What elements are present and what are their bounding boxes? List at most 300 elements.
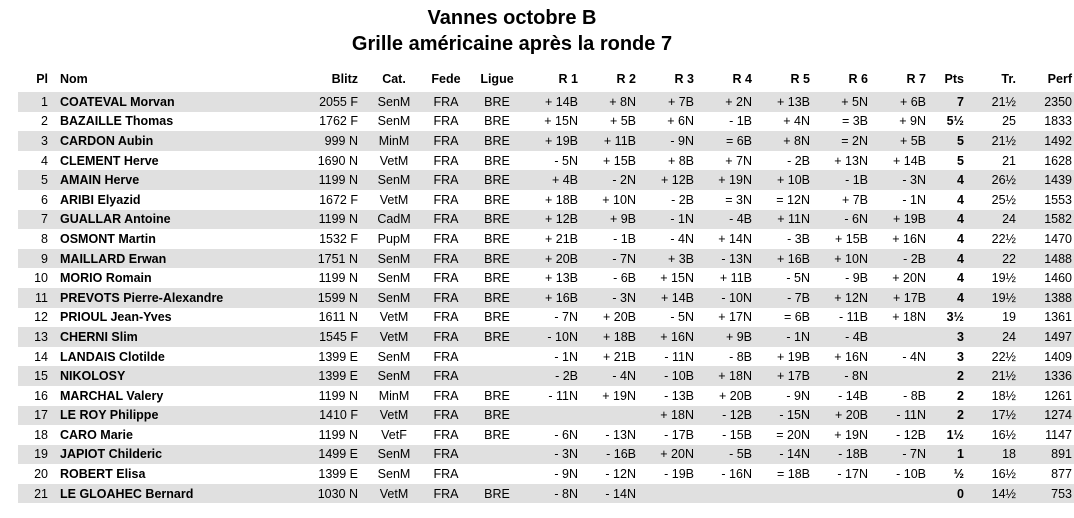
- cell-cat: SenM: [377, 369, 411, 384]
- cell-r1: - 9N: [554, 467, 578, 482]
- cell-r6: = 3B: [841, 114, 868, 129]
- cell-nom: OSMONT Martin: [60, 231, 156, 246]
- cell-fede: FRA: [433, 231, 459, 246]
- cell-ligue: [470, 445, 524, 465]
- cell-fede: FRA: [433, 447, 459, 462]
- cell-perf: 1470: [1044, 231, 1072, 246]
- cell-pl: 5: [41, 173, 48, 188]
- cell-cat: SenM: [377, 290, 411, 305]
- cell-r6: + 20B: [834, 408, 868, 423]
- cell-r5: - 15N: [779, 408, 810, 423]
- cell-r6: - 18B: [838, 447, 868, 462]
- cell-r4: - 5B: [729, 447, 752, 462]
- cell-r2: - 14N: [605, 486, 636, 501]
- cell-cat: SenM: [377, 467, 411, 482]
- cell-nom: LE GLOAHEC Bernard: [60, 486, 194, 501]
- cell-tr: 14½: [991, 486, 1016, 501]
- cell-r1: - 2B: [555, 369, 578, 384]
- cell-perf: 1409: [1044, 349, 1072, 364]
- cell-r7: - 12B: [896, 427, 926, 442]
- cell-blitz: 1199 N: [318, 271, 358, 286]
- table-row: [18, 366, 1074, 386]
- cell-ligue: [470, 366, 524, 386]
- cell-pl: 4: [41, 153, 48, 168]
- cell-pl: 16: [34, 388, 48, 403]
- cell-blitz: 999 N: [324, 133, 358, 148]
- cell-tr: 16½: [991, 427, 1016, 442]
- cell-pts: 4: [957, 231, 964, 246]
- cell-r2: - 16B: [606, 447, 636, 462]
- cell-blitz: 1410 F: [319, 408, 358, 423]
- cell-pl: 14: [34, 349, 48, 364]
- cell-r1: - 1N: [554, 349, 578, 364]
- cell-ligue: BRE: [484, 271, 510, 286]
- cell-perf: 1439: [1044, 173, 1072, 188]
- cell-fede: FRA: [433, 388, 459, 403]
- cell-r6: = 2N: [841, 133, 868, 148]
- cell-fede: FRA: [433, 192, 459, 207]
- cell-cat: MinM: [378, 133, 410, 148]
- results-table-head: [18, 60, 1074, 92]
- column-header-perf: Perf: [1047, 72, 1072, 86]
- cell-ligue: BRE: [484, 133, 510, 148]
- cell-r1: + 4B: [551, 173, 578, 188]
- cell-tr: 25½: [991, 192, 1016, 207]
- cell-tr: 25: [1002, 114, 1016, 129]
- cell-fede: FRA: [433, 114, 459, 129]
- cell-r2: - 2N: [612, 173, 636, 188]
- cell-nom: BAZAILLE Thomas: [60, 114, 174, 129]
- cell-fede: FRA: [433, 467, 459, 482]
- table-row: [18, 484, 1074, 504]
- cell-blitz: 2055 F: [319, 94, 358, 109]
- table-row: [18, 190, 1074, 210]
- cell-r3: + 7B: [667, 94, 694, 109]
- cell-r2: + 10N: [602, 192, 636, 207]
- cell-r4: + 11B: [719, 271, 752, 286]
- cell-r6: + 5N: [841, 94, 868, 109]
- cell-r3: [640, 484, 698, 504]
- cell-pl: 21: [34, 486, 48, 501]
- cell-pts: 1½: [946, 427, 964, 442]
- cell-perf: 891: [1051, 447, 1072, 462]
- cell-r3: + 8B: [667, 153, 694, 168]
- cell-cat: VetM: [379, 310, 409, 325]
- cell-r1: - 7N: [554, 310, 578, 325]
- cell-r6: - 14B: [838, 388, 868, 403]
- cell-pts: 0: [957, 486, 964, 501]
- cell-r2: + 19N: [602, 388, 636, 403]
- cell-perf: 1492: [1044, 133, 1072, 148]
- cell-r7: [872, 484, 930, 504]
- cell-pl: 13: [34, 329, 48, 344]
- cell-r5: - 7B: [787, 290, 810, 305]
- cell-r4: + 7N: [725, 153, 752, 168]
- results-table: [18, 60, 1074, 503]
- cell-nom: ROBERT Elisa: [60, 467, 146, 482]
- cell-cat: VetM: [379, 192, 409, 207]
- cell-r3: + 20N: [660, 447, 694, 462]
- cell-tr: 18: [1002, 447, 1016, 462]
- cell-r6: - 6N: [844, 212, 868, 227]
- table-row: [18, 229, 1074, 249]
- cell-nom: NIKOLOSY: [60, 369, 126, 384]
- cell-r2: - 7N: [612, 251, 636, 266]
- column-header-r4: R 4: [732, 72, 752, 86]
- cell-r3: + 6N: [667, 114, 694, 129]
- cell-ligue: [470, 464, 524, 484]
- cell-perf: 1261: [1044, 388, 1072, 403]
- cell-r7: - 7N: [902, 447, 926, 462]
- cell-r4: [698, 484, 756, 504]
- cell-cat: VetM: [379, 329, 409, 344]
- cell-r7: + 5B: [899, 133, 926, 148]
- cell-r3: - 9N: [670, 133, 694, 148]
- column-header-r3: R 3: [674, 72, 694, 86]
- cell-r4: + 2N: [725, 94, 752, 109]
- cell-blitz: 1199 N: [318, 173, 358, 188]
- cell-r3: - 2B: [671, 192, 694, 207]
- cell-cat: SenM: [377, 251, 411, 266]
- cell-r5: - 3B: [787, 231, 810, 246]
- cell-pl: 1: [41, 94, 48, 109]
- cell-pl: 19: [34, 447, 48, 462]
- cell-r4: - 1B: [729, 114, 752, 129]
- cell-r2: + 5B: [609, 114, 636, 129]
- cell-r1: + 18B: [544, 192, 578, 207]
- cell-r2: + 20B: [602, 310, 636, 325]
- cell-r3: - 13B: [664, 388, 694, 403]
- cell-r5: + 17B: [776, 369, 810, 384]
- cell-r4: + 17N: [718, 310, 752, 325]
- cell-r5: = 6B: [783, 310, 810, 325]
- cell-perf: 877: [1051, 467, 1072, 482]
- cell-tr: 21: [1002, 153, 1016, 168]
- cell-fede: FRA: [433, 133, 459, 148]
- cell-cat: SenM: [377, 271, 411, 286]
- cell-ligue: BRE: [484, 173, 510, 188]
- cell-perf: 1628: [1044, 153, 1072, 168]
- cell-r3: + 18N: [660, 408, 694, 423]
- cell-tr: 19½: [991, 271, 1016, 286]
- cell-pts: 3: [957, 349, 964, 364]
- cell-pts: ½: [953, 467, 964, 482]
- cell-perf: 1460: [1044, 271, 1072, 286]
- cell-r4: + 19N: [718, 173, 752, 188]
- cell-cat: VetM: [379, 408, 409, 423]
- cell-perf: 2350: [1044, 94, 1072, 109]
- cell-r4: + 9B: [725, 329, 752, 344]
- cell-pl: 10: [34, 271, 48, 286]
- cell-r1: - 6N: [554, 427, 578, 442]
- cell-r3: - 4N: [670, 231, 694, 246]
- cell-r5: + 19B: [776, 349, 810, 364]
- cell-r6: - 17N: [837, 467, 868, 482]
- cell-blitz: 1611 N: [318, 310, 358, 325]
- cell-ligue: BRE: [484, 329, 510, 344]
- table-row: [18, 406, 1074, 426]
- cell-r7: + 6B: [899, 94, 926, 109]
- cell-r4: - 4B: [729, 212, 752, 227]
- cell-r1: + 20B: [544, 251, 578, 266]
- cell-pts: 4: [957, 271, 964, 286]
- table-row: [18, 268, 1074, 288]
- cell-r1: - 11N: [548, 388, 578, 403]
- cell-r5: + 11N: [777, 212, 810, 227]
- cell-fede: FRA: [433, 153, 459, 168]
- cell-ligue: BRE: [484, 408, 510, 423]
- column-header-r5: R 5: [790, 72, 810, 86]
- cell-r5: - 2B: [787, 153, 810, 168]
- cell-r5: = 12N: [776, 192, 810, 207]
- column-header-ligue: Ligue: [480, 72, 514, 86]
- cell-cat: MinM: [378, 388, 410, 403]
- column-header-nom: Nom: [60, 72, 88, 86]
- cell-cat: VetF: [381, 427, 407, 442]
- cell-perf: 753: [1051, 486, 1072, 501]
- cell-blitz: 1532 F: [319, 231, 358, 246]
- table-row: [18, 288, 1074, 308]
- cell-perf: 1361: [1044, 310, 1072, 325]
- cell-pl: 9: [41, 251, 48, 266]
- cell-pts: 4: [957, 192, 964, 207]
- cell-r3: - 11N: [664, 349, 694, 364]
- cell-cat: SenM: [377, 173, 411, 188]
- cell-blitz: 1499 E: [318, 447, 358, 462]
- cell-r4: = 3N: [725, 192, 752, 207]
- cell-r1: + 16B: [544, 290, 578, 305]
- column-header-blitz: Blitz: [331, 72, 358, 86]
- cell-r7: - 1N: [902, 192, 926, 207]
- cell-blitz: 1762 F: [319, 114, 358, 129]
- cell-r4: - 8B: [729, 349, 752, 364]
- cell-nom: CLEMENT Herve: [60, 153, 159, 168]
- cell-pl: 11: [35, 290, 48, 305]
- cell-r5: = 20N: [776, 427, 810, 442]
- cell-fede: FRA: [433, 486, 459, 501]
- cell-r2: + 11B: [603, 133, 636, 148]
- table-row: [18, 347, 1074, 367]
- cell-r5: - 14N: [779, 447, 810, 462]
- cell-r1: - 10N: [547, 329, 578, 344]
- cell-r3: + 15N: [660, 271, 694, 286]
- cell-r7: - 10B: [896, 467, 926, 482]
- cell-blitz: 1672 F: [319, 192, 358, 207]
- cell-blitz: 1545 F: [319, 329, 358, 344]
- cell-r3: + 12B: [660, 173, 694, 188]
- table-row: [18, 327, 1074, 347]
- cell-r7: [872, 327, 930, 347]
- cell-nom: GUALLAR Antoine: [60, 212, 171, 227]
- cell-pts: 5: [957, 133, 964, 148]
- cell-r4: - 15B: [722, 427, 752, 442]
- cell-r5: = 18B: [776, 467, 810, 482]
- cell-r2: + 9B: [609, 212, 636, 227]
- cell-r4: + 14N: [718, 231, 752, 246]
- cell-r1: + 19B: [544, 133, 578, 148]
- cell-cat: VetM: [379, 153, 409, 168]
- cell-r2: + 8N: [609, 94, 636, 109]
- cell-r4: - 12B: [722, 408, 752, 423]
- table-row: [18, 386, 1074, 406]
- cell-r3: - 10B: [664, 369, 694, 384]
- cell-r5: + 10B: [776, 173, 810, 188]
- cell-tr: 16½: [991, 467, 1016, 482]
- column-header-r6: R 6: [848, 72, 868, 86]
- cell-r3: + 14B: [660, 290, 694, 305]
- cell-blitz: 1199 N: [318, 427, 358, 442]
- cell-tr: 26½: [991, 173, 1016, 188]
- cell-nom: MORIO Romain: [60, 271, 152, 286]
- table-row: [18, 308, 1074, 328]
- cell-fede: FRA: [433, 271, 459, 286]
- cell-r4: = 6B: [725, 133, 752, 148]
- cell-nom: LANDAIS Clotilde: [60, 349, 165, 364]
- table-row: [18, 445, 1074, 465]
- cell-blitz: 1399 E: [318, 369, 358, 384]
- cell-nom: PRIOUL Jean-Yves: [60, 310, 172, 325]
- cell-cat: PupM: [377, 231, 411, 246]
- cell-tr: 19½: [991, 290, 1016, 305]
- cell-r5: + 4N: [783, 114, 810, 129]
- cell-nom: JAPIOT Childeric: [60, 447, 163, 462]
- cell-pts: 4: [957, 290, 964, 305]
- table-row: [18, 210, 1074, 230]
- cell-nom: LE ROY Philippe: [60, 408, 159, 423]
- cell-perf: 1582: [1044, 212, 1072, 227]
- cell-pts: 5½: [946, 114, 964, 129]
- cell-nom: CARO Marie: [60, 427, 133, 442]
- cell-pts: 2: [957, 388, 964, 403]
- cell-r5: + 16B: [776, 251, 810, 266]
- cell-pts: 5: [957, 153, 964, 168]
- cell-r6: - 8N: [844, 369, 868, 384]
- cell-pl: 12: [34, 310, 48, 325]
- cell-ligue: BRE: [484, 310, 510, 325]
- cell-r6: - 9B: [845, 271, 868, 286]
- cell-pl: 18: [34, 427, 48, 442]
- cell-pts: 4: [957, 212, 964, 227]
- column-header-tr: Tr.: [1001, 72, 1016, 86]
- cell-tr: 22½: [991, 349, 1016, 364]
- cell-nom: MAILLARD Erwan: [60, 251, 167, 266]
- table-row: [18, 151, 1074, 171]
- cell-r7: + 9N: [899, 114, 926, 129]
- cell-r5: - 5N: [786, 271, 810, 286]
- table-row: [18, 112, 1074, 132]
- cell-r7: + 20N: [892, 271, 926, 286]
- table-row: [18, 249, 1074, 269]
- cell-fede: FRA: [433, 290, 459, 305]
- cell-ligue: BRE: [484, 231, 510, 246]
- cell-ligue: BRE: [484, 114, 510, 129]
- cell-cat: VetM: [379, 486, 409, 501]
- cell-ligue: BRE: [484, 212, 510, 227]
- cell-pl: 8: [41, 231, 48, 246]
- cell-r5: - 1N: [786, 329, 810, 344]
- table-row: [18, 92, 1074, 112]
- cell-r2: - 13N: [605, 427, 636, 442]
- cell-ligue: BRE: [484, 388, 510, 403]
- cell-blitz: 1030 N: [317, 486, 358, 501]
- cell-blitz: 1399 E: [318, 349, 358, 364]
- cell-cat: CadM: [377, 212, 411, 227]
- cell-pl: 20: [34, 467, 48, 482]
- cell-ligue: [470, 347, 524, 367]
- cell-r1: + 14B: [544, 94, 578, 109]
- cell-fede: FRA: [433, 212, 459, 227]
- table-row: [18, 170, 1074, 190]
- cell-r2: - 6B: [613, 271, 636, 286]
- cell-perf: 1336: [1044, 369, 1072, 384]
- page-subtitle: Grille américaine après la ronde 7: [351, 33, 673, 55]
- cell-r6: [814, 484, 872, 504]
- table-row: [18, 425, 1074, 445]
- cell-cat: SenM: [377, 447, 411, 462]
- cell-r2: + 18B: [602, 329, 636, 344]
- cell-pts: 3½: [946, 310, 964, 325]
- cell-tr: 24: [1002, 212, 1016, 227]
- cell-r3: - 19B: [664, 467, 694, 482]
- column-header-r1: R 1: [558, 72, 578, 86]
- cell-r1: + 12B: [544, 212, 578, 227]
- header-row: [18, 60, 1074, 92]
- cell-pl: 3: [41, 133, 48, 148]
- cell-r7: + 16N: [892, 231, 926, 246]
- cell-r1: - 8N: [554, 486, 578, 501]
- cell-tr: 21½: [991, 133, 1016, 148]
- cell-r2: [582, 406, 640, 426]
- cell-r7: + 18N: [892, 310, 926, 325]
- cell-ligue: BRE: [484, 251, 510, 266]
- cell-r7: - 3N: [902, 173, 926, 188]
- cell-nom: ARIBI Elyazid: [60, 192, 141, 207]
- cell-r7: + 19B: [892, 212, 926, 227]
- cell-blitz: 1599 N: [317, 290, 358, 305]
- cell-r6: + 16N: [834, 349, 868, 364]
- cell-nom: CARDON Aubin: [60, 133, 154, 148]
- cell-r3: + 16N: [660, 329, 694, 344]
- cell-ligue: BRE: [484, 427, 510, 442]
- cell-cat: SenM: [377, 94, 411, 109]
- cell-perf: 1833: [1044, 114, 1072, 129]
- cell-tr: 21½: [991, 94, 1016, 109]
- cell-ligue: BRE: [484, 486, 510, 501]
- cell-nom: AMAIN Herve: [60, 173, 140, 188]
- cell-r3: - 1N: [670, 212, 694, 227]
- cell-r6: - 1B: [845, 173, 868, 188]
- cell-perf: 1147: [1045, 427, 1072, 442]
- cell-cat: SenM: [377, 114, 411, 129]
- cell-pts: 2: [957, 369, 964, 384]
- column-header-r2: R 2: [616, 72, 636, 86]
- cell-nom: CHERNI Slim: [60, 329, 138, 344]
- cell-r6: + 13N: [834, 153, 868, 168]
- cell-fede: FRA: [433, 349, 459, 364]
- cell-pts: 2: [957, 408, 964, 423]
- column-header-cat: Cat.: [382, 72, 406, 86]
- cell-pts: 7: [957, 94, 964, 109]
- table-row: [18, 131, 1074, 151]
- cell-ligue: BRE: [484, 153, 510, 168]
- cell-r4: + 20B: [718, 388, 752, 403]
- cell-blitz: 1690 N: [317, 153, 358, 168]
- cell-r6: + 12N: [834, 290, 868, 305]
- column-header-pl: Pl: [36, 72, 48, 86]
- cell-r5: [756, 484, 814, 504]
- cell-r7: + 17B: [892, 290, 926, 305]
- cell-perf: 1497: [1044, 329, 1072, 344]
